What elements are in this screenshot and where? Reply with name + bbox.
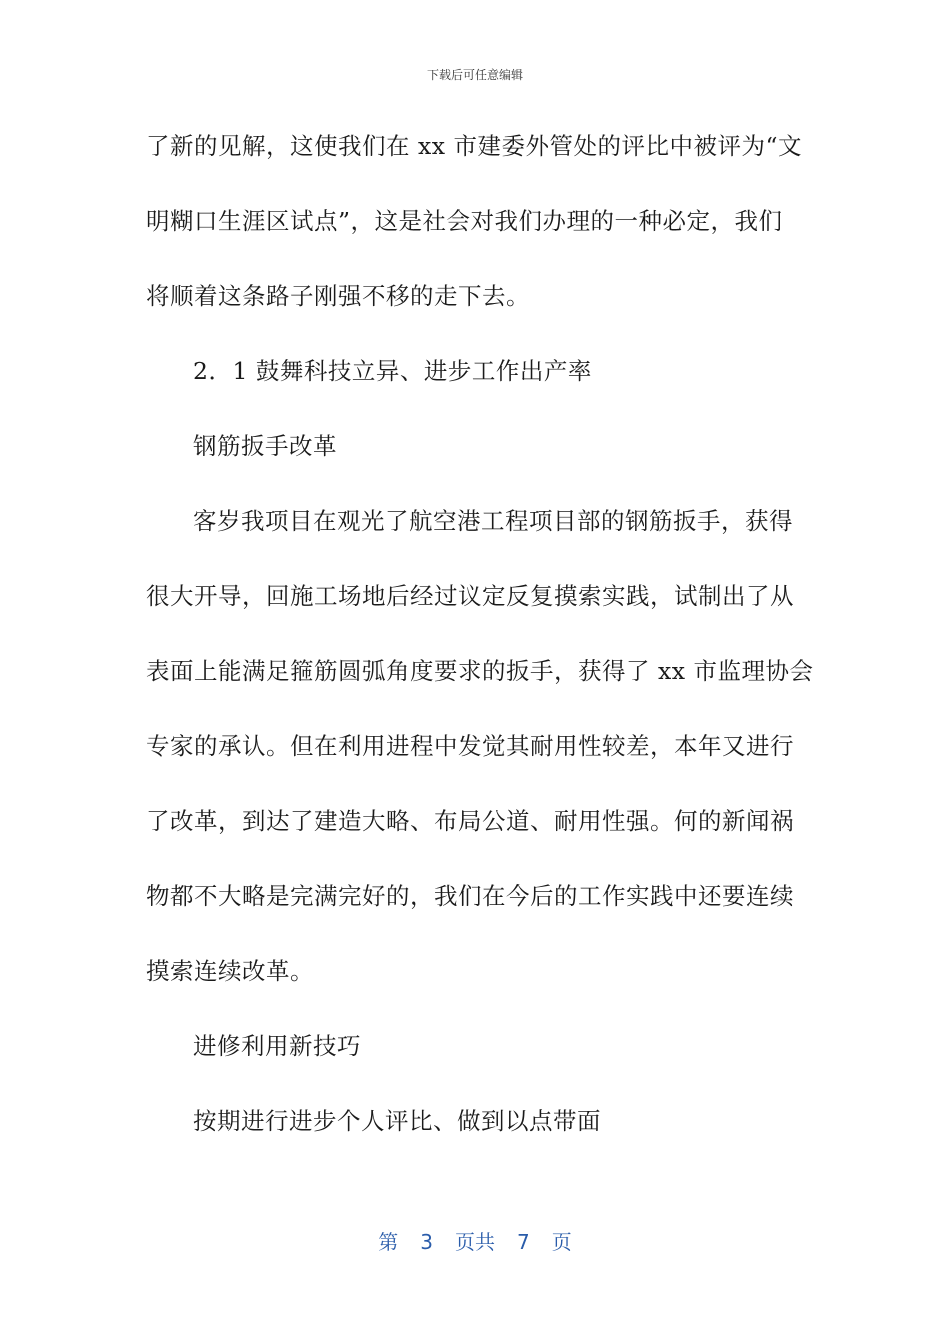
section-heading: 2．1 鼓舞科技立异、进步工作出产率: [193, 357, 592, 385]
text-line: 了新的见解，这使我们在 xx 市建委外管处的评比中被评为“文: [146, 132, 802, 160]
current-page-number: 3: [420, 1230, 433, 1254]
footer-middle: 页共: [455, 1230, 495, 1254]
total-pages-number: 7: [517, 1230, 530, 1254]
subsection-heading: 按期进行进步个人评比、做到以点带面: [193, 1107, 601, 1135]
text-line: 专家的承认。但在利用进程中发觉其耐用性较差，本年又进行: [146, 732, 794, 760]
text-line: 物都不大略是完满完好的，我们在今后的工作实践中还要连续: [146, 882, 794, 910]
text-line: 客岁我项目在观光了航空港工程项目部的钢筋扳手，获得: [193, 507, 793, 535]
text-line: 很大开导，回施工场地后经过议定反复摸索实践，试制出了从: [146, 582, 794, 610]
subsection-heading: 钢筋扳手改革: [193, 432, 337, 460]
document-body: [146, 126, 814, 1176]
text-line: 将顺着这条路子刚强不移的走下去。: [146, 282, 530, 310]
page-header: 下载后可任意编辑: [426, 68, 523, 82]
text-line: 摸索连续改革。: [146, 957, 314, 985]
page-footer: [0, 1226, 950, 1255]
text-line: 了改革，到达了建造大略、布局公道、耐用性强。何的新闻祸: [146, 807, 794, 835]
text-line: 明糊口生涯区试点”，这是社会对我们办理的一种必定，我们: [146, 207, 783, 235]
footer-prefix: 第: [378, 1230, 399, 1254]
footer-suffix: 页: [551, 1230, 572, 1254]
subsection-heading: 进修利用新技巧: [193, 1032, 361, 1060]
text-line: 表面上能满足箍筋圆弧角度要求的扳手，获得了 xx 市监理协会: [146, 657, 814, 685]
